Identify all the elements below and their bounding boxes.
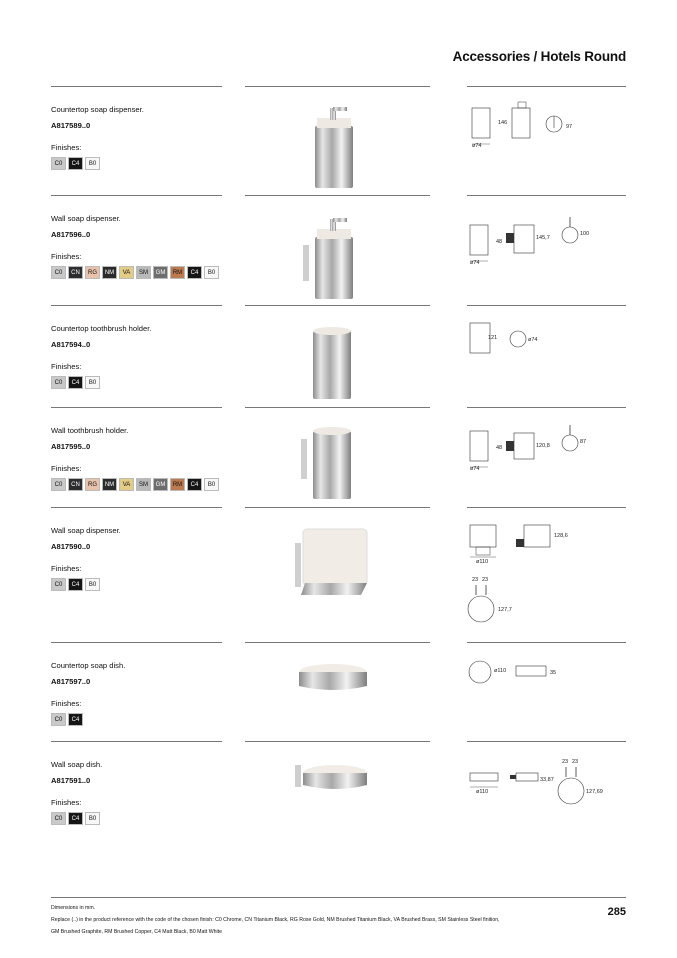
product-wall-soap-dispenser (0, 195, 677, 305)
product-code: A817590..0 (51, 542, 91, 551)
product-photo (275, 96, 405, 191)
finishes-label: Finishes: (51, 362, 82, 371)
technical-drawing (462, 656, 622, 706)
product-code: A817591..0 (51, 776, 91, 785)
dim-label: ø74 (470, 260, 480, 266)
finish-swatch: SM (136, 478, 151, 491)
divider (245, 305, 430, 306)
product-name: Wall soap dispenser. (51, 526, 121, 535)
finish-swatch: C4 (68, 713, 83, 726)
product-wall-soap-dish (0, 741, 677, 841)
finish-swatches (51, 157, 100, 170)
product-name: Countertop toothbrush holder. (51, 324, 152, 333)
product-name: Countertop soap dish. (51, 661, 126, 670)
divider (51, 507, 222, 508)
finish-swatch: B0 (204, 266, 219, 279)
product-name: Wall soap dispenser. (51, 214, 121, 223)
dim-label: ø110 (476, 559, 489, 565)
dim-label: ø74 (472, 143, 482, 149)
divider (245, 407, 430, 408)
divider (245, 507, 430, 508)
product-countertop-toothbrush-holder (0, 305, 677, 407)
technical-drawing (462, 211, 622, 281)
dim-label: 121 (488, 335, 498, 341)
finish-swatch: B0 (85, 578, 100, 591)
finish-swatches (51, 578, 100, 591)
dim-label: 48 (496, 239, 503, 245)
finishes-label: Finishes: (51, 464, 82, 473)
finish-swatch: GM (153, 266, 168, 279)
finish-swatch: RG (85, 478, 100, 491)
finish-swatch: B0 (85, 812, 100, 825)
finish-swatch: C0 (51, 157, 66, 170)
dim-label: 97 (566, 124, 573, 130)
finish-swatch: RM (170, 266, 185, 279)
dim-label: 146 (498, 120, 508, 126)
finish-swatch: B0 (204, 478, 219, 491)
technical-drawing (462, 753, 622, 823)
dim-label: 23 (572, 759, 579, 765)
dim-label: 23 (472, 577, 479, 583)
finish-swatches (51, 812, 100, 825)
finish-swatch: RG (85, 266, 100, 279)
finish-swatch: SM (136, 266, 151, 279)
finish-swatches (51, 376, 100, 389)
dim-label: ø110 (494, 668, 507, 674)
product-countertop-soap-dispenser (0, 86, 677, 194)
product-wall-soap-dispenser-large (0, 507, 677, 642)
finish-swatch: CN (68, 266, 83, 279)
dim-label: 145,7 (536, 235, 550, 241)
product-name: Wall toothbrush holder. (51, 426, 129, 435)
product-photo (275, 315, 405, 405)
finish-swatches (51, 266, 219, 279)
finishes-label: Finishes: (51, 564, 82, 573)
finish-swatch: NM (102, 478, 117, 491)
finish-swatch: C4 (68, 578, 83, 591)
dim-label: 23 (482, 577, 489, 583)
product-photo (275, 654, 405, 714)
technical-drawing (462, 98, 622, 168)
product-name: Countertop soap dispenser. (51, 105, 144, 114)
product-code: A817596..0 (51, 230, 91, 239)
divider (467, 741, 626, 742)
page-title: Accessories / Hotels Round (452, 49, 626, 64)
product-photo (275, 207, 405, 302)
finish-swatch: C0 (51, 266, 66, 279)
dim-label: ø74 (528, 337, 538, 343)
finish-swatch: B0 (85, 376, 100, 389)
footer-finish-legend-cont: GM Brushed Graphite, RM Brushed Copper, C4 Matt Black, B0 Matt White (51, 929, 222, 935)
finish-swatch: B0 (85, 157, 100, 170)
finish-swatch: C0 (51, 478, 66, 491)
footer-divider (51, 897, 626, 898)
product-code: A817589..0 (51, 121, 91, 130)
product-code: A817597..0 (51, 677, 91, 686)
finish-swatch: C0 (51, 376, 66, 389)
finish-swatch: C4 (187, 478, 202, 491)
dim-label: 128,6 (554, 533, 568, 539)
technical-drawing (462, 417, 622, 487)
divider (467, 86, 626, 87)
page-number: 285 (607, 906, 626, 918)
divider (51, 195, 222, 196)
product-photo (275, 753, 405, 813)
product-wall-toothbrush-holder (0, 407, 677, 507)
divider (467, 642, 626, 643)
footer-dimensions-note: Dimensions in mm. (51, 905, 96, 911)
footer-finish-legend: Replace (..) in the product reference with the code of the chosen finish: C0 Chrome, CN Titanium Black, RG Rose Gold, NM Brushed Titanium Black, VA Brushed Brass, SM Stainless Steel finition, (51, 917, 500, 923)
divider (51, 741, 222, 742)
divider (51, 407, 222, 408)
finish-swatch: NM (102, 266, 117, 279)
dim-label: ø74 (470, 466, 480, 472)
dim-label: 23 (562, 759, 569, 765)
divider (467, 507, 626, 508)
dim-label: 48 (496, 445, 503, 451)
finish-swatch: CN (68, 478, 83, 491)
product-code: A817594..0 (51, 340, 91, 349)
product-code: A817595..0 (51, 442, 91, 451)
divider (245, 195, 430, 196)
finish-swatches (51, 478, 219, 491)
finish-swatch: VA (119, 478, 134, 491)
finish-swatch: GM (153, 478, 168, 491)
finishes-label: Finishes: (51, 699, 82, 708)
divider (467, 305, 626, 306)
finish-swatch: C0 (51, 578, 66, 591)
divider (51, 642, 222, 643)
finishes-label: Finishes: (51, 143, 82, 152)
finish-swatch: C0 (51, 713, 66, 726)
divider (467, 195, 626, 196)
technical-drawing (462, 317, 622, 377)
finish-swatch: C4 (68, 376, 83, 389)
dim-label: 127,69 (586, 789, 603, 795)
divider (245, 741, 430, 742)
finish-swatch: C4 (68, 157, 83, 170)
product-name: Wall soap dish. (51, 760, 103, 769)
product-photo (275, 521, 405, 616)
finish-swatch: VA (119, 266, 134, 279)
dim-label: 87 (580, 439, 587, 445)
finish-swatch: C0 (51, 812, 66, 825)
finish-swatch: RM (170, 478, 185, 491)
divider (51, 86, 222, 87)
dim-label: 35 (550, 670, 557, 676)
divider (51, 305, 222, 306)
dim-label: 127,7 (498, 607, 512, 613)
divider (245, 86, 430, 87)
dim-label: 33,87 (540, 777, 554, 783)
product-photo (275, 417, 405, 507)
dim-label: 120,8 (536, 443, 550, 449)
technical-drawing (462, 519, 622, 644)
finish-swatches (51, 713, 83, 726)
finishes-label: Finishes: (51, 252, 82, 261)
product-countertop-soap-dish (0, 642, 677, 741)
divider (245, 642, 430, 643)
divider (467, 407, 626, 408)
dim-label: ø110 (476, 789, 489, 795)
finish-swatch: C4 (68, 812, 83, 825)
dim-label: 100 (580, 231, 590, 237)
finish-swatch: C4 (187, 266, 202, 279)
finishes-label: Finishes: (51, 798, 82, 807)
